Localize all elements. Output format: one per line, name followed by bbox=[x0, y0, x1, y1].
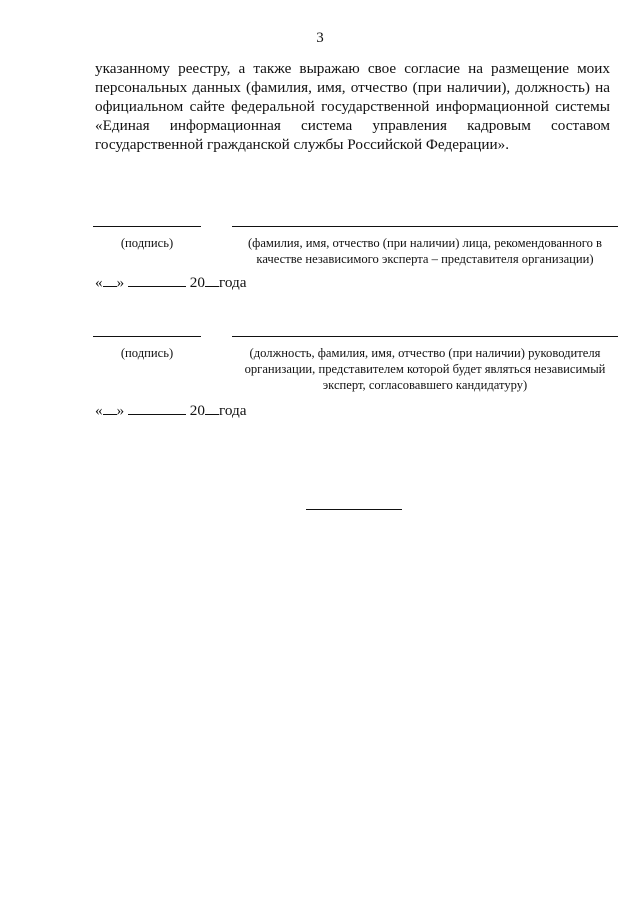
month-blank bbox=[128, 402, 186, 415]
year-suffix: года bbox=[218, 274, 247, 291]
year-prefix: 20 bbox=[189, 402, 205, 419]
date-quote-open: « bbox=[95, 402, 103, 419]
signature-line bbox=[93, 336, 201, 337]
year-prefix: 20 bbox=[189, 274, 205, 291]
signature-caption: (подпись) bbox=[120, 236, 174, 250]
year-suffix: года bbox=[218, 402, 247, 419]
name-line bbox=[232, 226, 618, 227]
page-number: 3 bbox=[316, 30, 324, 46]
date-quote-close: » bbox=[116, 402, 125, 419]
month-blank bbox=[128, 274, 186, 287]
position-name-caption: (должность, фамилия, имя, отчество (при наличии) руководителя организации, представителем которой будет являться независимый эксперт, согласовавшего кандидатуру) bbox=[244, 346, 606, 392]
date-line bbox=[95, 402, 246, 420]
signature-caption: (подпись) bbox=[120, 346, 174, 360]
end-separator-line bbox=[306, 509, 402, 510]
year-blank bbox=[205, 274, 219, 287]
consent-paragraph: указанному реестру, а также выражаю свое согласие на размещение моих персональных данных (фамилия, имя, отчество (при наличии), должность) на официальном сайте федеральной государственной информационной системы «Единая информационная система управления кадровым составом государственной гражданской службы Российской Федерации». bbox=[95, 60, 610, 153]
day-blank bbox=[103, 402, 117, 415]
position-name-line bbox=[232, 336, 618, 337]
signature-line bbox=[93, 226, 201, 227]
year-blank bbox=[205, 402, 219, 415]
date-quote-open: « bbox=[95, 274, 103, 291]
date-line bbox=[95, 274, 246, 292]
date-quote-close: » bbox=[116, 274, 125, 291]
day-blank bbox=[103, 274, 117, 287]
name-caption: (фамилия, имя, отчество (при наличии) лица, рекомендованного в качестве независимого эксперта – представителя организации) bbox=[247, 236, 603, 266]
